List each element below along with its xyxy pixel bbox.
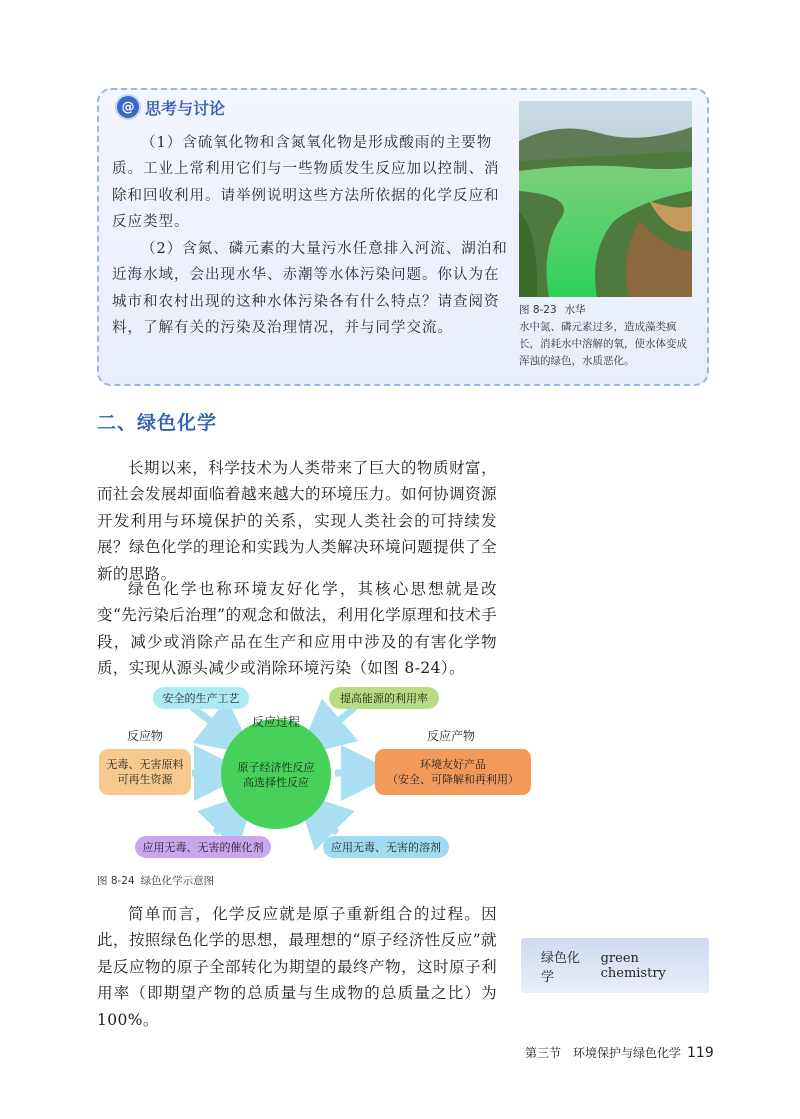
figure-caption-number: 图 8-24 bbox=[97, 875, 135, 887]
reaction-process-text bbox=[229, 755, 323, 795]
product-line-1: 环境友好产品 bbox=[420, 758, 486, 771]
body-paragraph-2: 绿色化学也称环境友好化学，其核心思想就是改变“先污染后治理”的观念和做法，利用化学原理和技术手段，减少或消除产品在生产和应用中涉及的有害化学物质，实现从源头减少或消除环境污染（如图 8-24）。 bbox=[97, 580, 497, 678]
product-line-2: （安全、可降解和再利用） bbox=[387, 773, 519, 786]
section-heading: 二、绿色化学 bbox=[97, 412, 218, 434]
reactant-label: 反应物 bbox=[127, 729, 164, 743]
body-paragraph-1: 长期以来，科学技术为人类带来了巨大的物质财富，而社会发展却面临着越来越大的环境压力。如何协调资源开发利用与环境保护的关系，实现人类社会的可持续发展？绿色化学的理论和实践为人类解决环境问题提供了全新的思路。 bbox=[97, 459, 497, 583]
term-chinese: 绿色化学 bbox=[541, 950, 581, 985]
reactant-line-2: 可再生资源 bbox=[117, 773, 173, 786]
center-line-2: 高选择性反应 bbox=[243, 776, 309, 789]
think-question-1: （1）含硫氧化物和含氮氧化物是形成酸雨的主要物质。工业上常利用它们与一些物质发生反应加以控制、消除和回收利用。请举例说明这些方法所依据的化学反应和反应类型。 bbox=[112, 135, 500, 231]
photo-caption-title: 水华 bbox=[564, 304, 586, 316]
page-number: 119 bbox=[687, 1045, 714, 1061]
term-english: green chemistry bbox=[600, 950, 666, 981]
catalyst-box: 应用无毒、无害的催化剂 bbox=[135, 836, 271, 858]
solvent-box: 应用无毒、无害的溶剂 bbox=[323, 836, 449, 858]
algal-bloom-photo bbox=[519, 101, 692, 297]
product-label: 反应产物 bbox=[427, 729, 476, 743]
think-discuss-title: 思考与讨论 bbox=[145, 98, 226, 118]
photo-caption bbox=[519, 302, 697, 370]
arrow-top-right bbox=[319, 707, 355, 738]
glossary-term-box bbox=[521, 938, 709, 993]
footer-section-title: 第三节 环境保护与绿色化学 bbox=[525, 1046, 682, 1060]
center-line-1: 原子经济性反应 bbox=[237, 761, 315, 774]
reaction-process-label: 反应过程 bbox=[252, 715, 301, 729]
reactant-line-1: 无毒、无害原料 bbox=[106, 758, 184, 771]
page-footer bbox=[525, 1044, 714, 1061]
photo-caption-text: 水中氮、磷元素过多，造成藻类疯长，消耗水中溶解的氧，使水体变成浑浊的绿色，水质恶化。 bbox=[519, 321, 687, 367]
green-chemistry-diagram bbox=[97, 683, 537, 863]
think-discuss-header bbox=[117, 95, 225, 119]
energy-efficiency-box: 提高能源的利用率 bbox=[329, 687, 439, 709]
photo-caption-number: 图 8-23 bbox=[519, 304, 557, 316]
safe-process-box: 安全的生产工艺 bbox=[153, 687, 249, 709]
algal-bloom-illustration bbox=[519, 101, 692, 297]
think-question-2: （2）含氮、磷元素的大量污水任意排入河流、湖泊和近海水域，会出现水华、赤潮等水体污染问题。你认为在城市和农村出现的这种水体污染各有什么特点？请查阅资料，了解有关的污染及治理情况，并与同学交流。 bbox=[112, 241, 508, 337]
figure-caption bbox=[97, 873, 214, 888]
product-box bbox=[375, 749, 531, 795]
reactant-box bbox=[99, 749, 191, 795]
arrow-top-left bbox=[192, 707, 232, 738]
discussion-icon: @ bbox=[117, 96, 139, 118]
arrow-bottom-right bbox=[315, 811, 337, 833]
body-paragraph-3: 简单而言，化学反应就是原子重新组合的过程。因此，按照绿色化学的思想，最理想的“原子经济性反应”就是反应物的原子全部转化为期望的最终产物，这时原子利用率（即期望产物的总质量与生成物的总质量之比）为100%。 bbox=[97, 905, 497, 1029]
arrow-bottom-left bbox=[215, 811, 237, 833]
figure-caption-text: 绿色化学示意图 bbox=[140, 875, 215, 887]
